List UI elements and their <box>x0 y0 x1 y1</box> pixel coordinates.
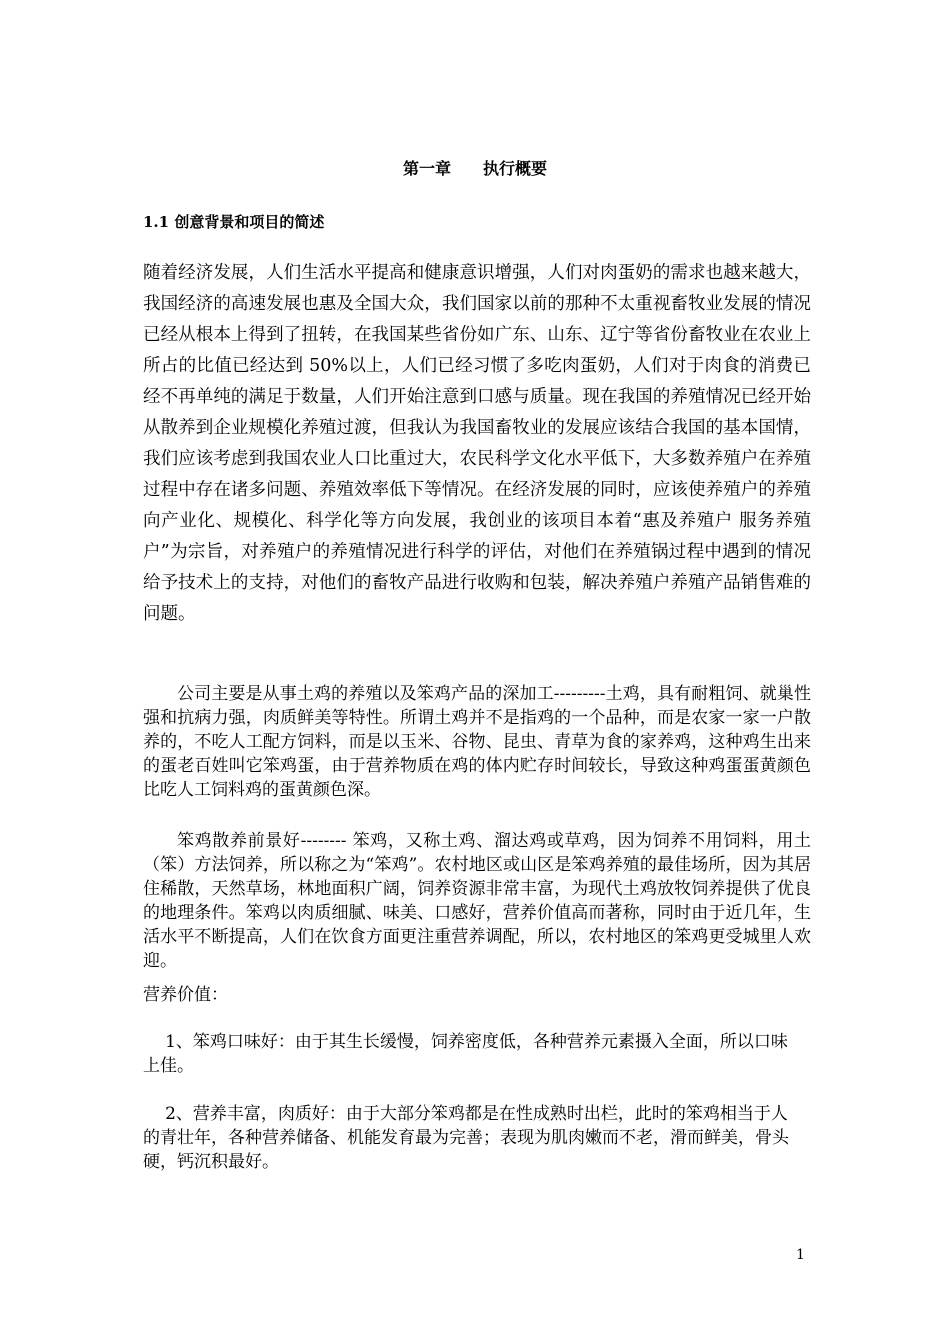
nutrition-item: 1、笨鸡口味好：由于其生长缓慢，饲养密度低，各种营养元素摄入全面，所以口味上佳。 <box>143 1032 788 1076</box>
nutrition-item: 2、营养丰富，肉质好：由于大部分笨鸡都是在性成熟时出栏，此时的笨鸡相当于人的青壮年，各种营养储备、机能发育最为完善；表现为肌肉嫩而不老，滑而鲜美，骨头硬，钙沉积最好。 <box>143 1104 789 1172</box>
company-paragraph: 公司主要是从事土鸡的养殖以及笨鸡产品的深加工---------土鸡，具有耐粗饲、就巢性强和抗病力强，肉质鲜美等特性。所谓土鸡并不是指鸡的一个品种，而是农家一家一户散养的，不吃人工配方饲料，而是以玉米、谷物、昆虫、青草为食的家养鸡，这种鸡生出来的蛋老百姓叫它笨鸡蛋，由于营养物质在鸡的体内贮存时间较长，导致这种鸡蛋蛋黄颜色比吃人工饲料鸡的蛋黄颜色深。 <box>143 684 811 800</box>
intro-paragraph: 随着经济发展，人们生活水平提高和健康意识增强，人们对肉蛋奶的需求也越来越大，我国经济的高速发展也惠及全国大众，我们国家以前的那种不太重视畜牧业发展的情况已经从根本上得到了扭转，在我国某些省份如广东、山东、辽宁等省份畜牧业在农业上所占的比值已经达到 50%以上，人们已经习惯了多吃肉蛋奶，人们对于肉食的消费已经不再单纯的满足于数量，人们开始注意到口感与质量。现在我国的养殖情况已经开始从散养到企业规模化养殖过渡，但我认为我国畜牧业的发展应该结合我国的基本国情，我们应该考虑到我国农业人口比重过大，农民科学文化水平低下，大多数养殖户在养殖过程中存在诸多问题、养殖效率低下等情况。在经济发展的同时，应该使养殖户的养殖向产业化、规模化、科学化等方向发展，我创业的该项目本着“惠及养殖户 服务养殖户”为宗旨，对养殖户的养殖情况进行科学的评估，对他们在养殖锅过程中遇到的情况给予技术上的支持，对他们的畜牧产品进行收购和包装，解决养殖户养殖产品销售难的问题。 <box>143 263 811 624</box>
section-heading: 1.1 创意背景和项目的简述 <box>143 213 325 231</box>
nutrition-label: 营养价值： <box>143 985 228 1005</box>
chapter-title: 第一章 执行概要 <box>402 159 547 178</box>
prospect-paragraph: 笨鸡散养前景好-------- 笨鸡，又称土鸡、溜达鸡或草鸡，因为饲养不用饲料，用土（笨）方法饲养，所以称之为“笨鸡”。农村地区或山区是笨鸡养殖的最佳场所，因为其居住稀散，天然草场，林地面积广阔，饲养资源非常丰富，为现代土鸡放牧饲养提供了优良的地理条件。笨鸡以肉质细腻、味美、口感好，营养价值高而著称，同时由于近几年，生活水平不断提高，人们在饮食方面更注重营养调配，所以，农村地区的笨鸡更受城里人欢迎。 <box>143 831 811 971</box>
page-number: 1 <box>796 1247 805 1263</box>
